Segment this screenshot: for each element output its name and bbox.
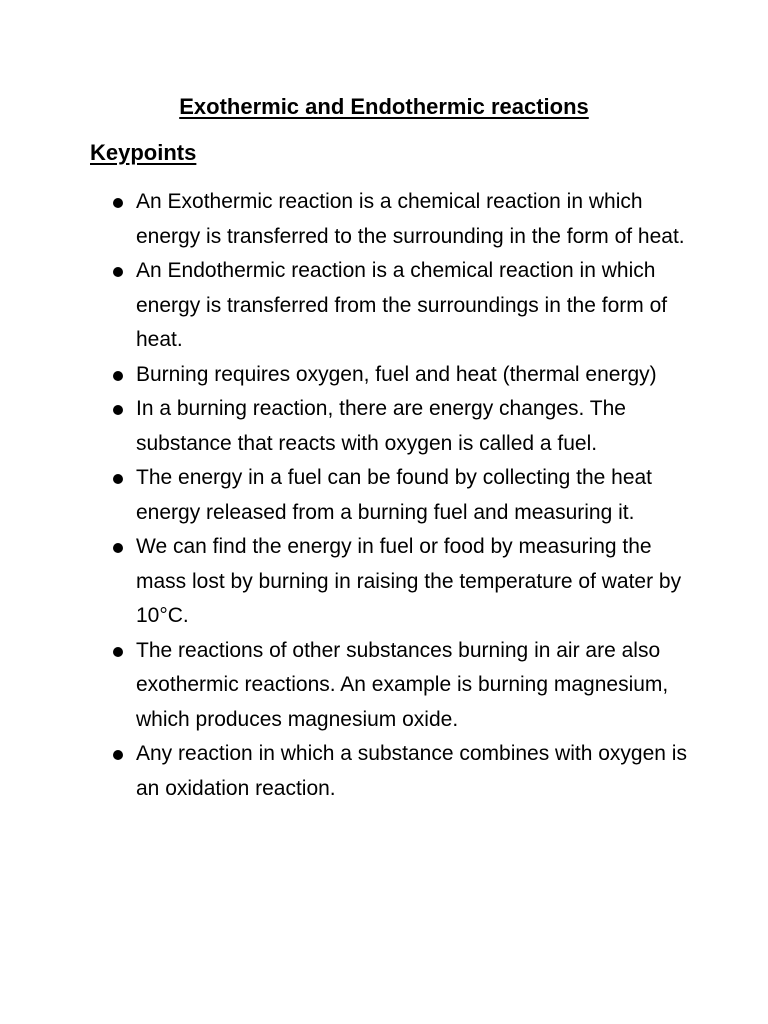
list-item xyxy=(0,737,768,806)
bullet-icon xyxy=(113,198,123,208)
list-item xyxy=(0,530,768,634)
bullet-icon xyxy=(113,474,123,484)
bullet-icon xyxy=(113,405,123,415)
list-item-text: An Exothermic reaction is a chemical reaction in which energy is transferred to the surrounding in the form of heat. xyxy=(136,190,685,248)
list-item-text: An Endothermic reaction is a chemical reaction in which energy is transferred from the surroundings in the form of heat. xyxy=(136,259,668,351)
bullet-icon xyxy=(113,371,123,381)
list-item-text: Any reaction in which a substance combines with oxygen is an oxidation reaction. xyxy=(136,742,687,800)
list-item-text: We can find the energy in fuel or food by measuring the mass lost by burning in raising the temperature of water by 10°C. xyxy=(136,535,682,627)
bullet-icon xyxy=(113,543,123,553)
list-item-text: The energy in a fuel can be found by collecting the heat energy released from a burning fuel and measuring it. xyxy=(136,466,653,524)
list-item-text: Burning requires oxygen, fuel and heat (thermal energy) xyxy=(136,362,657,386)
list-item-text: The reactions of other substances burning in air are also exothermic reactions. An example is burning magnesium, which produces magnesium oxide. xyxy=(136,638,669,731)
list-item xyxy=(0,185,768,254)
list-item xyxy=(0,634,768,738)
list-item-text: In a burning reaction, there are energy changes. The substance that reacts with oxygen is called a fuel. xyxy=(136,397,626,455)
bullet-icon xyxy=(113,647,123,657)
list-item xyxy=(0,254,768,358)
document-title: Exothermic and Endothermic reactions xyxy=(179,94,589,119)
bullet-icon xyxy=(113,267,123,277)
section-heading-keypoints: Keypoints xyxy=(90,140,197,165)
list-item xyxy=(0,358,768,393)
list-item xyxy=(0,392,768,461)
bullet-icon xyxy=(113,750,123,760)
keypoints-list xyxy=(0,185,768,806)
list-item xyxy=(0,461,768,530)
